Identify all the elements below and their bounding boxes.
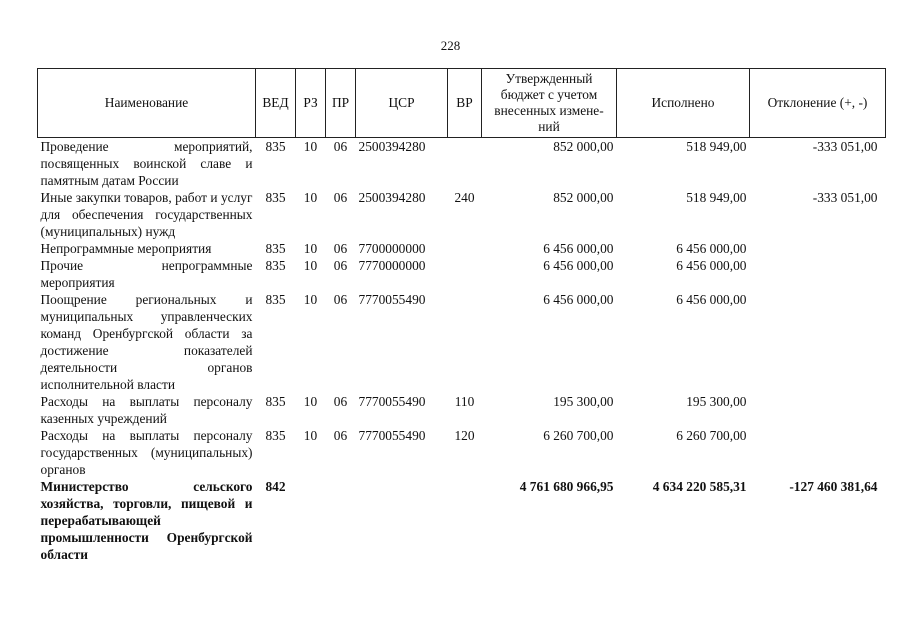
header-pr: ПР — [326, 69, 356, 138]
row-deviation — [750, 427, 886, 478]
table-row — [38, 427, 886, 478]
table-row — [38, 257, 886, 291]
budget-table — [37, 68, 886, 563]
row-executed: 6 456 000,00 — [676, 292, 747, 307]
row-approved: 852 000,00 — [553, 190, 614, 205]
row-rz: 10 — [303, 139, 318, 154]
row-executed: 518 949,00 — [686, 139, 747, 154]
row-approved: 6 456 000,00 — [543, 258, 614, 273]
row-vr — [448, 240, 482, 257]
row-ved: 835 — [265, 139, 286, 154]
row-ved: 835 — [265, 258, 286, 273]
row-vr: 240 — [454, 190, 475, 205]
row-pr: 06 — [333, 190, 348, 205]
row-approved: 6 456 000,00 — [543, 292, 614, 307]
row-executed: 6 456 000,00 — [676, 241, 747, 256]
row-deviation: -333 051,00 — [812, 139, 878, 154]
row-executed: 6 260 700,00 — [676, 428, 747, 443]
row-ved: 835 — [265, 292, 286, 307]
row-vr: 110 — [454, 394, 475, 409]
table-header-row — [38, 69, 886, 138]
row-deviation: -127 460 381,64 — [789, 479, 878, 494]
row-vr — [448, 478, 482, 563]
row-approved: 4 761 680 966,95 — [519, 479, 614, 494]
row-approved: 852 000,00 — [553, 139, 614, 154]
table-row — [38, 291, 886, 393]
row-executed: 195 300,00 — [686, 394, 747, 409]
row-vr — [448, 291, 482, 393]
row-deviation — [750, 257, 886, 291]
table-row — [38, 189, 886, 240]
header-rz: РЗ — [296, 69, 326, 138]
row-approved: 195 300,00 — [553, 394, 614, 409]
row-rz: 10 — [303, 258, 318, 273]
row-vr — [448, 138, 482, 190]
row-csr: 2500394280 — [358, 190, 426, 205]
row-vr — [448, 257, 482, 291]
row-executed: 518 949,00 — [686, 190, 747, 205]
row-csr: 2500394280 — [358, 139, 426, 154]
table-row — [38, 138, 886, 190]
header-executed: Исполнено — [617, 69, 750, 138]
row-ved: 835 — [265, 394, 286, 409]
row-name: Расходы на выплаты персоналу государственных (муниципальных) органов — [40, 428, 253, 477]
row-ved: 835 — [265, 428, 286, 443]
row-name: Проведение мероприятий, посвященных воинской славе и памятным датам России — [40, 139, 253, 188]
row-pr: 06 — [333, 258, 348, 273]
row-executed: 6 456 000,00 — [676, 258, 747, 273]
row-deviation — [750, 240, 886, 257]
row-csr — [356, 478, 448, 563]
row-vr: 120 — [454, 428, 475, 443]
table-row — [38, 240, 886, 257]
page-number: 228 — [440, 38, 461, 53]
header-deviation: Отклонение (+, -) — [750, 69, 886, 138]
row-csr: 7770055490 — [358, 292, 426, 307]
row-pr: 06 — [333, 428, 348, 443]
row-name: Поощрение региональных и муниципальных управленческих команд Оренбургской области за достижение показателей деятельности органов исполнительной власти — [40, 292, 253, 392]
row-csr: 7700000000 — [358, 241, 426, 256]
row-executed: 4 634 220 585,31 — [652, 479, 747, 494]
row-csr: 7770000000 — [358, 258, 426, 273]
row-rz: 10 — [303, 394, 318, 409]
table-row — [38, 393, 886, 427]
row-name: Иные закупки товаров, работ и услуг для обеспечения государственных (муниципальных) нужд — [40, 190, 253, 239]
header-vr: ВР — [448, 69, 482, 138]
row-name: Непрограммные мероприятия — [40, 241, 212, 256]
row-name: Министерство сельского хозяйства, торговли, пищевой и перерабатывающей промышленности Оренбургской области — [40, 479, 253, 562]
row-pr: 06 — [333, 394, 348, 409]
row-deviation: -333 051,00 — [812, 190, 878, 205]
row-name: Расходы на выплаты персоналу казенных учреждений — [40, 394, 253, 426]
row-csr: 7770055490 — [358, 428, 426, 443]
row-approved: 6 260 700,00 — [543, 428, 614, 443]
row-rz: 10 — [303, 292, 318, 307]
row-ved: 835 — [265, 241, 286, 256]
row-ved: 835 — [265, 190, 286, 205]
row-approved: 6 456 000,00 — [543, 241, 614, 256]
row-deviation — [750, 291, 886, 393]
row-ved: 842 — [265, 479, 286, 494]
header-name: Наименование — [38, 69, 256, 138]
row-pr — [326, 478, 356, 563]
row-name: Прочие непрограммные мероприятия — [40, 258, 253, 290]
header-ved: ВЕД — [256, 69, 296, 138]
row-pr: 06 — [333, 139, 348, 154]
header-csr: ЦСР — [356, 69, 448, 138]
row-pr: 06 — [333, 292, 348, 307]
row-rz: 10 — [303, 428, 318, 443]
row-csr: 7770055490 — [358, 394, 426, 409]
row-deviation — [750, 393, 886, 427]
row-rz: 10 — [303, 190, 318, 205]
row-rz — [296, 478, 326, 563]
row-rz: 10 — [303, 241, 318, 256]
header-approved: Утвержденный бюджет с учетом внесенных измене-ний — [482, 69, 617, 138]
table-row — [38, 478, 886, 563]
row-pr: 06 — [333, 241, 348, 256]
